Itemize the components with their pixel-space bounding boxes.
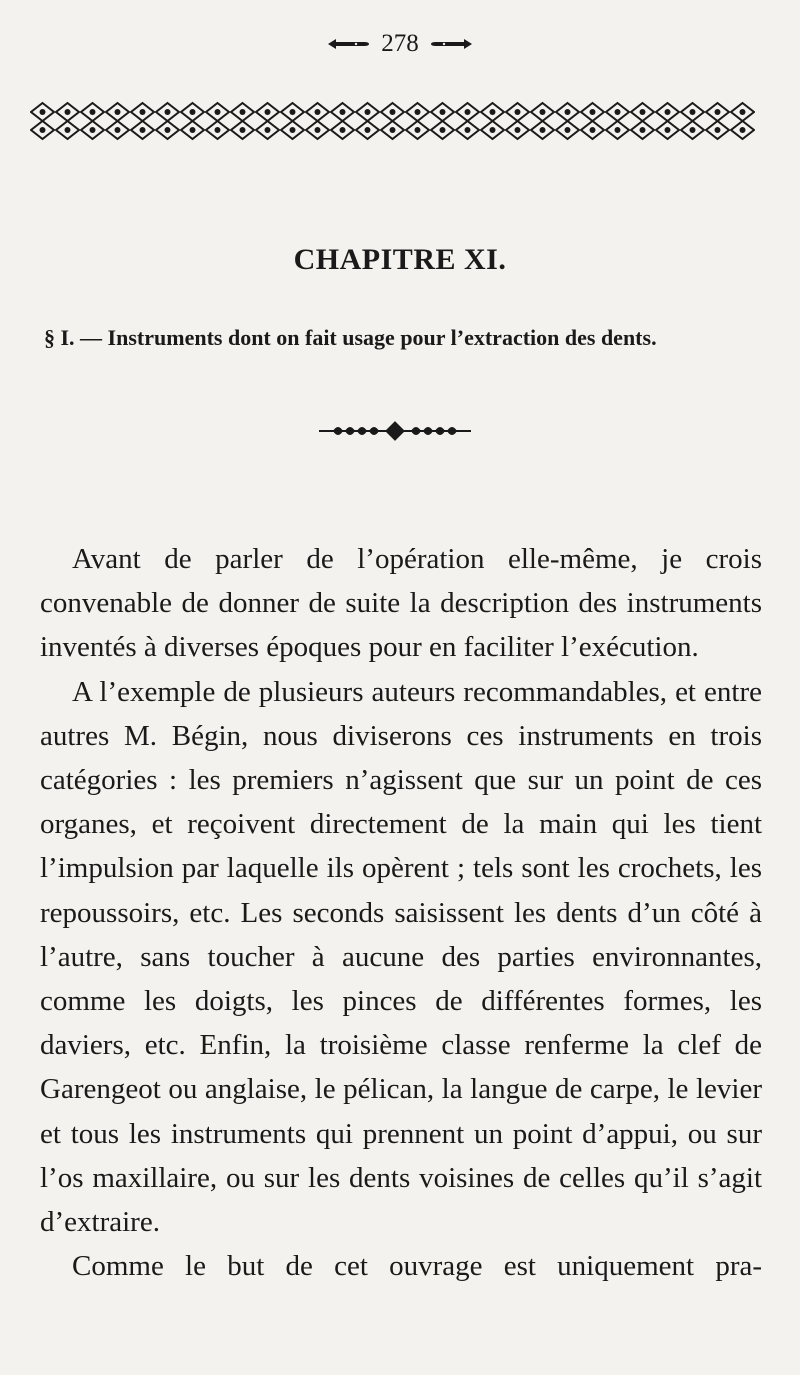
body-text bbox=[40, 537, 762, 1288]
right-pointing-ornament-icon bbox=[429, 38, 474, 50]
chapter-title: CHAPITRE XI. bbox=[293, 243, 507, 276]
section-heading: § I. — Instruments dont on fait usage pour l’extraction des dents. bbox=[44, 325, 657, 350]
fleuron-ornament-icon bbox=[315, 420, 475, 442]
left-pointing-ornament-icon bbox=[326, 38, 371, 50]
decorative-chain-border bbox=[30, 100, 755, 142]
paragraph-3: Comme le but de cet ouvrage est uniquement pra- bbox=[72, 1250, 762, 1283]
paragraph-1: Avant de parler de l’opération elle-même, je crois convenable de donner de suite la description des instruments inventés à diverses époques pour en faciliter l’exécution. bbox=[40, 543, 762, 664]
paragraph-2: A l’exemple de plusieurs auteurs recommandables, et entre autres M. Bégin, nous diviserons ces instruments en trois catégories : les premiers n’agissent que sur un point de ces organes, et reçoivent directement de la main qui les tient l’impulsion par laquelle ils opèrent ; tels sont les crochets, les repoussoirs, etc. Les seconds saisissent les dents d’un côté à l’autre, sans toucher à aucune des parties environnantes, comme les doigts, les pinces de différentes formes, les daviers, etc. Enfin, la troisième classe renferme la clef de Garengeot ou anglaise, le pélican, la langue de carpe, le levier et tous les instruments qui prennent un point d’appui, ou sur l’os maxillaire, ou sur les dents voisines de celles qu’il s’agit d’extraire. bbox=[40, 675, 762, 1239]
page-header bbox=[0, 30, 800, 58]
page-number: 278 bbox=[381, 30, 419, 57]
